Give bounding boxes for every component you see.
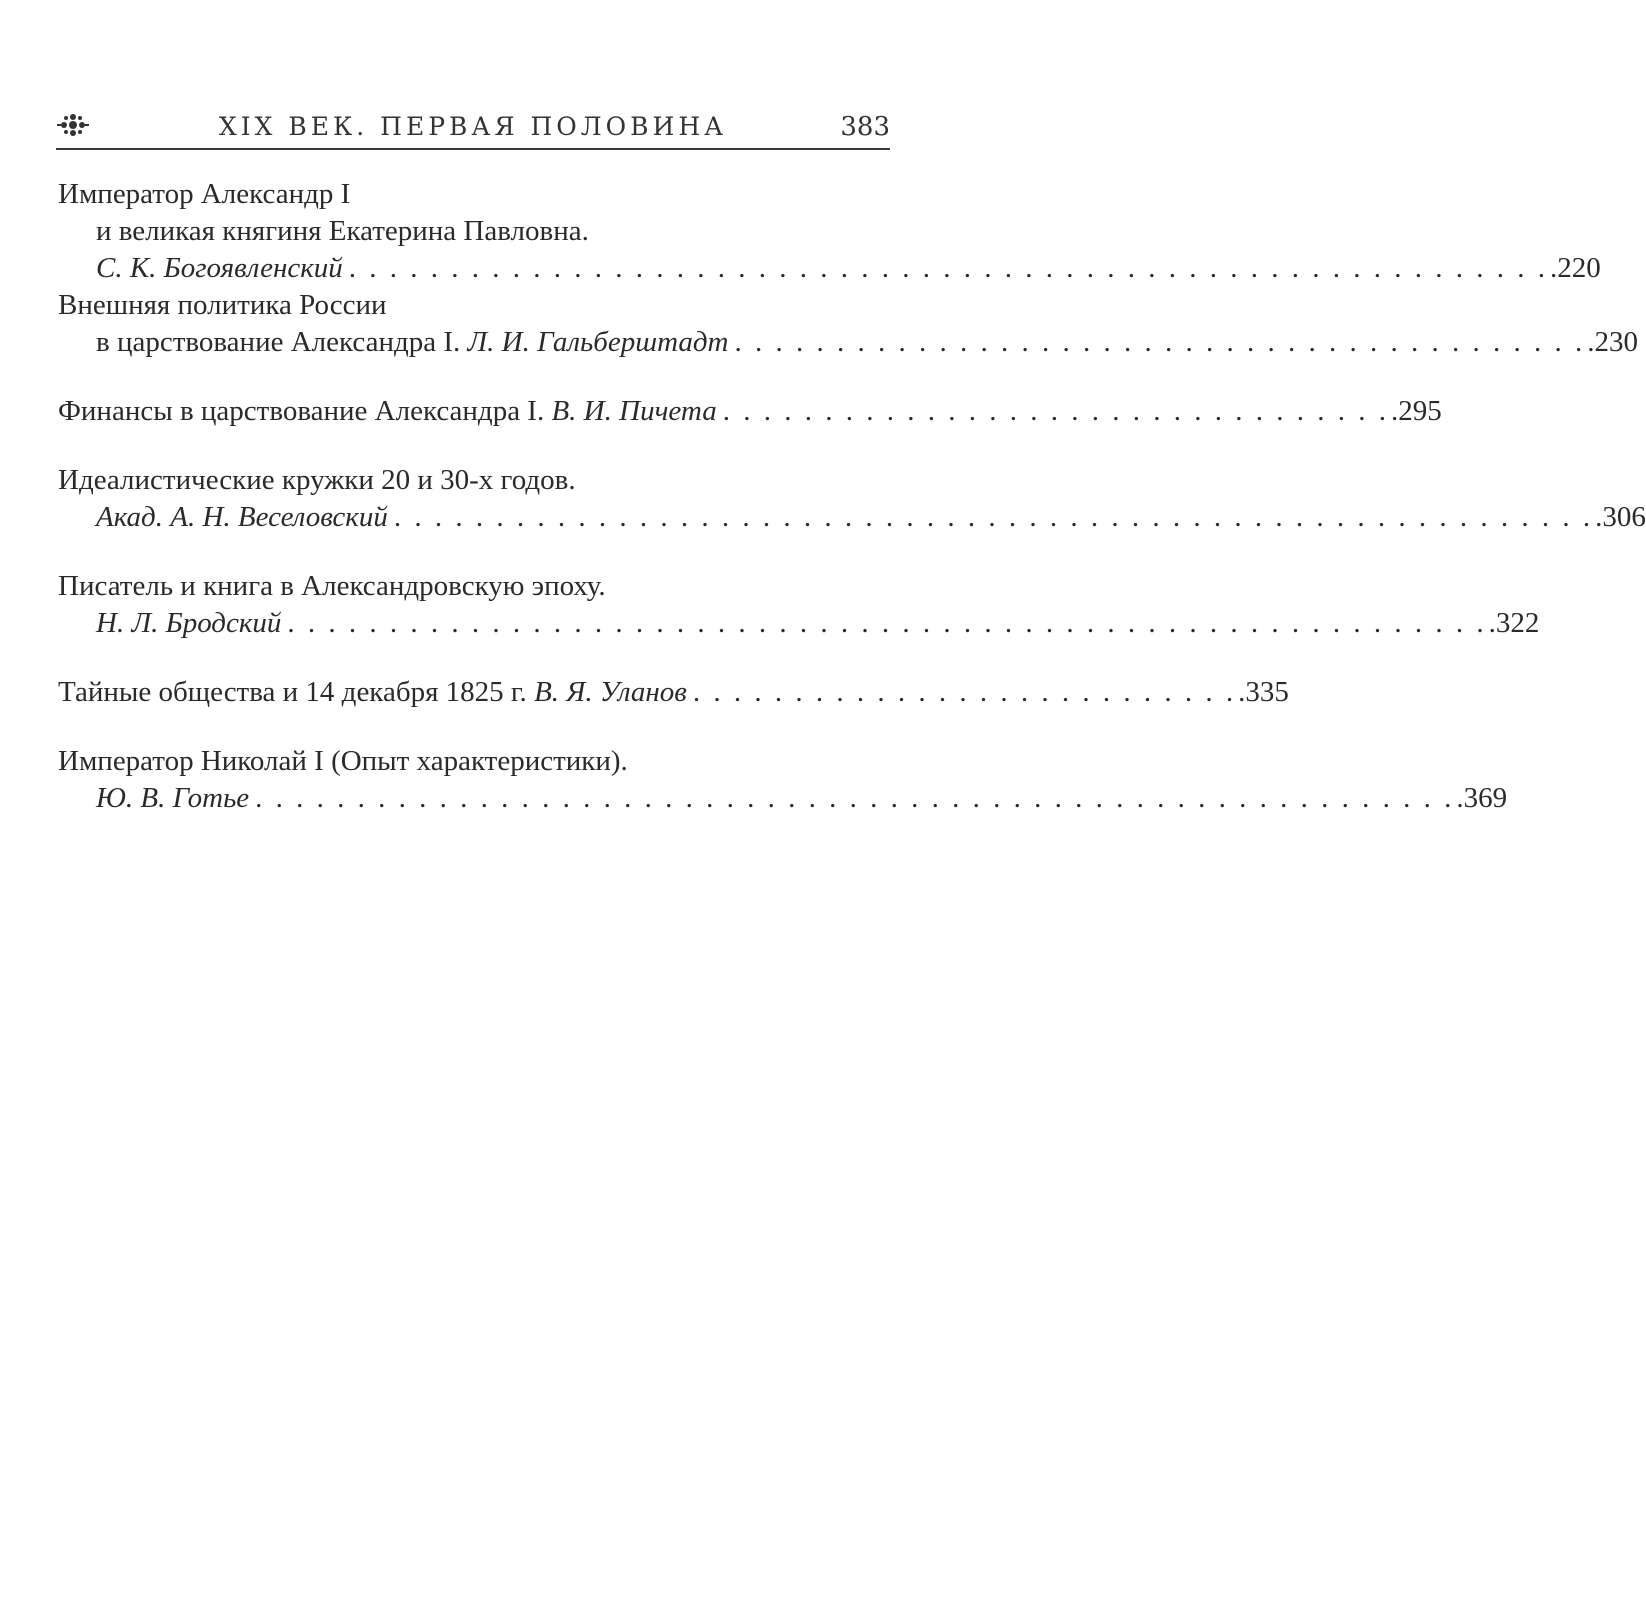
leader-dots: . . . . . . . . . . . . . . . . . . . . . . . . . . . . . . . . . . . . . . . . . . . . . . . . . . . . . . . . . . . [348,252,1549,284]
leader-dots: . . . . . . . . . . . . . . . . . . . . . . . . . . . . . . . . . . . . . . . . . . . . . . . . . . . . . . . . . . . [287,607,1487,639]
leader-dots: . . . . . . . . . . . . . . . . . . . . . . . . . . . . . . . . . . . . . . . . . . . . . . . . . . . . . . . . . . . [255,782,1455,814]
leader-dots: . . . . . . . . . . . . . . . . . . . . . . . . . . . . . . . . . [722,395,1389,427]
toc-page-number: .369 [1456,782,1508,814]
toc-page-number: .322 [1488,607,1540,639]
running-title: XIX ВЕК. ПЕРВАЯ ПОЛОВИНА [218,112,728,141]
toc-author-line [58,393,1442,430]
table-of-contents [58,176,1646,817]
toc-title-line: Писатель и книга в Александровскую эпоху. [58,570,606,602]
toc-entry [58,393,1442,430]
toc-author-line [58,499,1646,536]
toc-page-number: .306 [1595,501,1646,533]
toc-entry [58,568,1540,642]
toc-author-line [58,780,1508,817]
page-number: 383 [840,112,890,142]
toc-author-line [58,250,1601,287]
toc-entry [58,287,1638,361]
toc-entry [58,674,1289,711]
toc-title-line: Император Николай I (Опыт характеристики). [58,745,628,777]
running-header [56,108,890,150]
toc-entry [58,176,1601,287]
leader-dots: . . . . . . . . . . . . . . . . . . . . . . . . . . . [692,676,1237,708]
toc-title-text: Тайные общества и 14 декабря 1825 г. [58,676,535,708]
toc-title-line: и великая княгиня Екатерина Павловна. [96,215,589,247]
toc-author-line [58,674,1289,711]
toc-title-text: Финансы в царствование Александра I. [58,395,552,427]
toc-author: Ю. В. Готье [96,782,250,814]
toc-page-number: .220 [1550,252,1601,284]
leader-dots: . . . . . . . . . . . . . . . . . . . . . . . . . . . . . . . . . . . . . . . . . . . . . . . . . . . . . . . . . . . [393,501,1594,533]
toc-author: Акад. А. Н. Веселовский [96,501,388,533]
toc-entry [58,462,1646,536]
toc-page-number: .230 [1587,326,1638,358]
toc-author: В. Я. Уланов [534,676,687,708]
toc-entry [58,743,1508,817]
toc-author: Н. Л. Бродский [96,607,282,639]
toc-author: Л. И. Гальберштадт [467,326,729,358]
toc-author: С. К. Богоявленский [96,252,343,284]
toc-author: В. И. Пичета [551,395,717,427]
toc-page-number: .295 [1390,395,1442,427]
toc-page-number: .335 [1238,676,1289,708]
toc-author-line [58,605,1540,642]
leader-dots: . . . . . . . . . . . . . . . . . . . . . . . . . . . . . . . . . . . . . . . . . . [734,326,1586,358]
toc-title-text: в царствование Александра I. [96,326,468,358]
toc-title-line: Император Александр I [58,178,351,210]
toc-author-line [58,324,1638,361]
toc-title-line: Идеалистические кружки 20 и 30-х годов. [58,464,576,496]
toc-title-line: Внешняя политика России [58,289,387,321]
